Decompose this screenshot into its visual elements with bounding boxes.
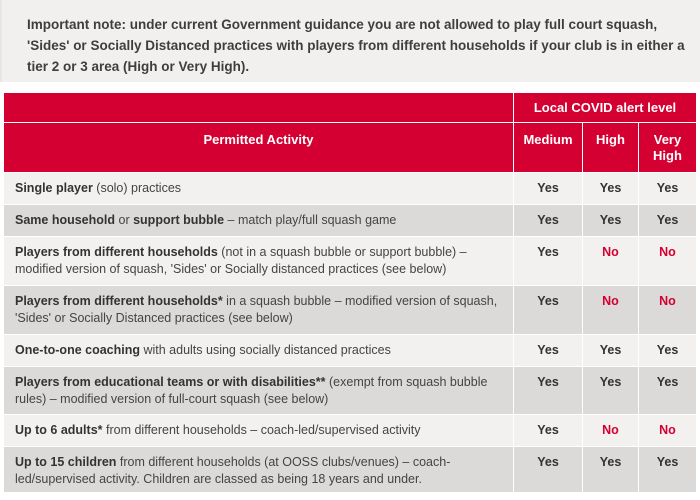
value-high: Yes — [583, 447, 639, 493]
level-high-header: High — [583, 123, 639, 173]
value-high: No — [583, 286, 639, 335]
activity-cell — [4, 415, 514, 447]
value-very-high: Yes — [639, 173, 697, 205]
activity-description: – match play/full squash game — [224, 213, 397, 227]
table-row — [4, 173, 697, 205]
table-row — [4, 447, 697, 493]
value-high: No — [583, 237, 639, 286]
table-row — [4, 415, 697, 447]
activity-name: Up to 15 children — [15, 455, 117, 469]
value-high: Yes — [583, 205, 639, 237]
activity-name: One-to-one coaching — [15, 343, 140, 357]
table-row — [4, 237, 697, 286]
activity-description: from different households – coach-led/supervised activity — [102, 423, 421, 437]
activity-description: (exempt from squash bubble rules) – modified version of full-court squash (see below) — [15, 375, 488, 406]
value-medium: Yes — [514, 367, 583, 415]
value-high: Yes — [583, 173, 639, 205]
activity-cell — [4, 237, 514, 286]
activity-description: (not in a squash bubble or support bubble) – modified version of squash, 'Sides' or Socially distanced practices (see below) — [15, 245, 467, 276]
table-row — [4, 335, 697, 367]
value-very-high: Yes — [639, 367, 697, 415]
table-row — [4, 205, 697, 237]
activity-cell — [4, 286, 514, 335]
value-high: Yes — [583, 367, 639, 415]
important-note: Important note: under current Government guidance you are not allowed to play full court squash, 'Sides' or Socially Distanced practices with players from different households if your club is in either a tier 2 or 3 area (High or Very High). — [0, 0, 700, 82]
value-very-high: No — [639, 286, 697, 335]
activity-cell — [4, 367, 514, 415]
value-very-high: Yes — [639, 205, 697, 237]
value-medium: Yes — [514, 447, 583, 493]
table-row — [4, 286, 697, 335]
level-very-high-header: Very High — [639, 123, 697, 173]
value-medium: Yes — [514, 205, 583, 237]
value-high: No — [583, 415, 639, 447]
activity-connector: or — [115, 213, 134, 227]
activity-description: in a squash bubble – modified version of squash, 'Sides' or Socially Distanced practices (see below) — [15, 294, 498, 325]
activity-name-secondary: support bubble — [133, 213, 225, 227]
activity-header: Permitted Activity — [4, 123, 514, 173]
value-very-high: No — [639, 415, 697, 447]
activity-description: from different households (at OOSS clubs/venues) – coach-led/supervised activity. Children are classed as being 18 years and under. — [15, 455, 451, 486]
value-very-high: No — [639, 237, 697, 286]
header-blank-cell — [4, 93, 514, 123]
level-medium-header: Medium — [514, 123, 583, 173]
activity-rows — [4, 173, 697, 493]
activity-name: Players from educational teams or with disabilities** — [15, 375, 326, 389]
permitted-activity-table — [3, 92, 697, 493]
activity-name: Up to 6 adults* — [15, 423, 103, 437]
value-medium: Yes — [514, 335, 583, 367]
activity-name: Players from different households* — [15, 294, 223, 308]
activity-cell — [4, 335, 514, 367]
value-very-high: Yes — [639, 335, 697, 367]
activity-description: (solo) practices — [92, 181, 182, 195]
activity-cell — [4, 205, 514, 237]
alert-level-header: Local COVID alert level — [514, 93, 697, 123]
activity-cell — [4, 447, 514, 493]
table-row — [4, 367, 697, 415]
activity-cell — [4, 173, 514, 205]
value-medium: Yes — [514, 415, 583, 447]
value-very-high: Yes — [639, 447, 697, 493]
activity-name: Players from different households — [15, 245, 218, 259]
value-medium: Yes — [514, 286, 583, 335]
value-high: Yes — [583, 335, 639, 367]
activity-description: with adults using socially distanced practices — [140, 343, 391, 357]
activity-name: Same household — [15, 213, 116, 227]
value-medium: Yes — [514, 237, 583, 286]
activity-name: Single player — [15, 181, 93, 195]
value-medium: Yes — [514, 173, 583, 205]
